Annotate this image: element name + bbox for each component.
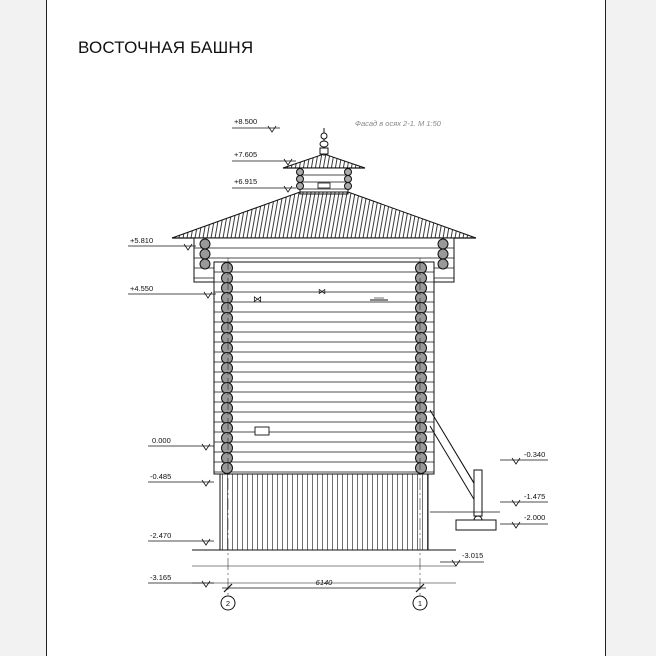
- lantern-body: [297, 168, 352, 194]
- level-m3165: -3.165: [150, 573, 172, 582]
- level-m2000: -2.000: [524, 513, 546, 522]
- plank-foundation: [220, 474, 428, 550]
- drawing-title: ВОСТОЧНАЯ БАШНЯ: [78, 38, 254, 57]
- level-m3015: -3.015: [462, 551, 484, 560]
- facade-caption: Фасад в осях 2-1. М 1:50: [355, 119, 441, 128]
- level-6915: +6.915: [234, 177, 258, 186]
- level-4550: +4.550: [130, 284, 154, 293]
- main-log-wall: [214, 262, 434, 474]
- axis-label-right: 1: [417, 599, 423, 608]
- roof-finial: [320, 128, 328, 156]
- axis-label-left: 2: [225, 599, 231, 608]
- level-0000: 0.000: [152, 436, 171, 445]
- level-7605: +7.605: [234, 150, 258, 159]
- level-m0485: -0.485: [150, 472, 172, 481]
- svg-text:⋈: ⋈: [318, 287, 326, 296]
- exterior-stair: [430, 410, 500, 530]
- dimension-width: 6140: [315, 578, 333, 587]
- level-m0340: -0.340: [524, 450, 546, 459]
- level-5810: +5.810: [130, 236, 154, 245]
- level-m1475: -1.475: [524, 492, 546, 501]
- level-m2470: -2.470: [150, 531, 172, 540]
- wall-opening: [255, 427, 269, 435]
- main-roof: [172, 192, 476, 238]
- level-8500: +8.500: [234, 117, 258, 126]
- svg-text:⋈: ⋈: [253, 295, 262, 305]
